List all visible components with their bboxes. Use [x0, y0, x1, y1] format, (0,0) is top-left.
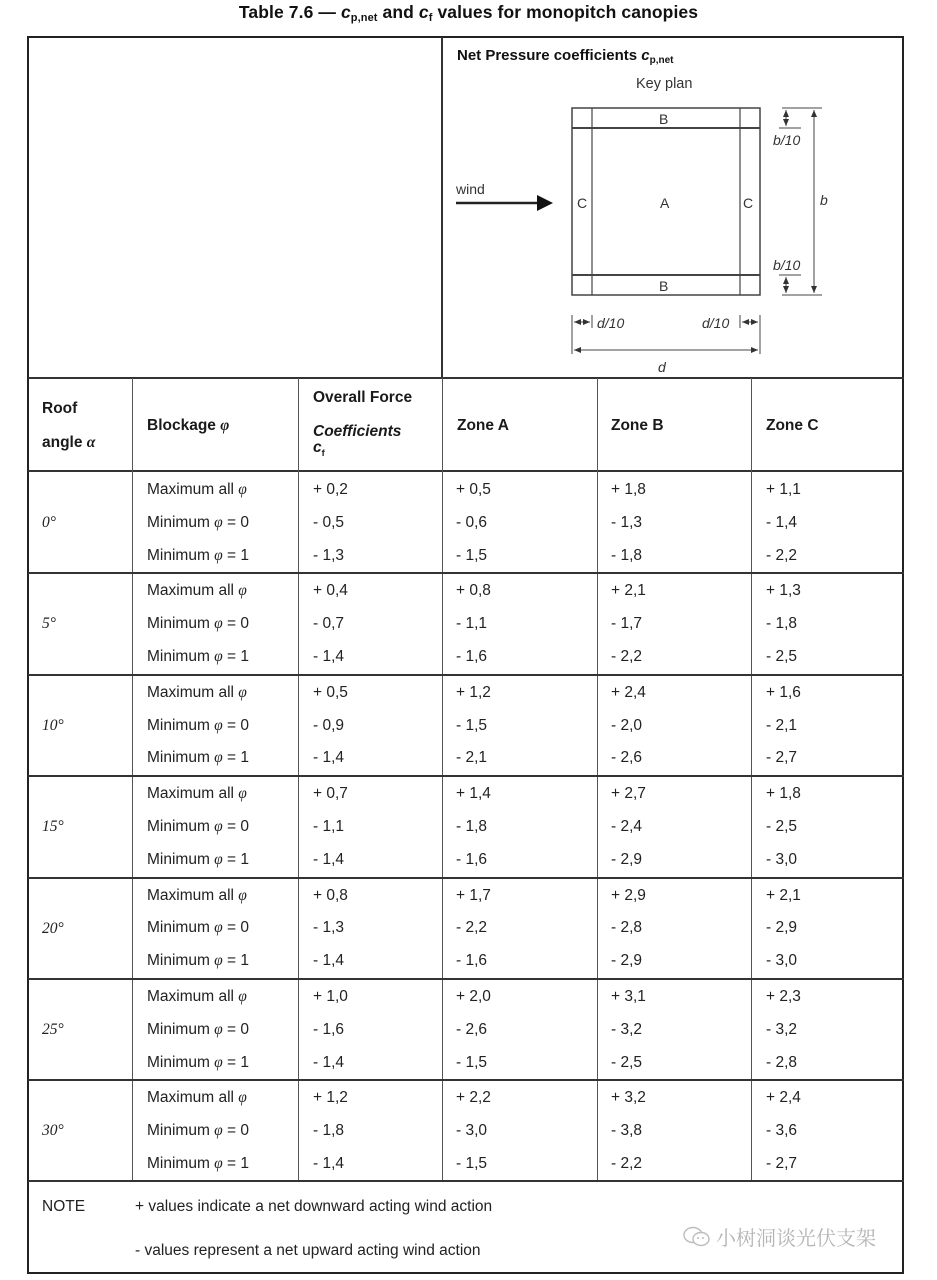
dim-b10-bottom: b/10 — [773, 257, 801, 273]
cf-value-cell: - 1,6 — [313, 1021, 345, 1038]
zone-a-value-cell: + 2,0 — [456, 988, 491, 1005]
blockage-cell: Maximum all φ — [147, 481, 247, 498]
zone-c-value-cell: - 3,6 — [766, 1122, 798, 1139]
zone-b-value-cell: - 3,2 — [611, 1021, 643, 1038]
blockage-cell: Minimum φ = 0 — [147, 1021, 250, 1038]
zone-c-value-cell: - 2,2 — [766, 547, 798, 564]
header-blockage: Blockage φ — [147, 417, 230, 434]
cf-value-cell: - 1,4 — [313, 851, 345, 868]
zone-c-value-cell: - 2,5 — [766, 648, 798, 665]
col-divider-1 — [132, 378, 133, 1180]
zone-b-value-cell: - 2,2 — [611, 648, 643, 665]
blockage-cell: Minimum φ = 0 — [147, 818, 250, 835]
zone-c-value-cell: - 2,8 — [766, 1054, 798, 1071]
zone-b-value-cell: - 1,8 — [611, 547, 643, 564]
cf-value-cell: + 0,5 — [313, 684, 348, 701]
zone-b-value-cell: - 2,4 — [611, 818, 643, 835]
zone-b-value-cell: + 2,1 — [611, 582, 646, 599]
blockage-cell: Minimum φ = 1 — [147, 1155, 250, 1172]
note-label: NOTE — [42, 1198, 86, 1215]
zone-a-value-cell: - 0,6 — [456, 514, 488, 531]
blockage-cell: Minimum φ = 0 — [147, 717, 250, 734]
col-divider-4 — [597, 378, 598, 1180]
dim-b10-top: b/10 — [773, 132, 801, 148]
roof-angle-cell: 20° — [42, 920, 64, 937]
zone-b-value-cell: - 1,3 — [611, 514, 643, 531]
key-plan-heading: Net Pressure coefficients $c_{p,net}$ — [457, 47, 674, 66]
zone-b-value-cell: - 1,7 — [611, 615, 643, 632]
zone-c-value-cell: + 2,4 — [766, 1089, 801, 1106]
cf-value-cell: - 1,3 — [313, 919, 345, 936]
zone-a-value-cell: + 0,5 — [456, 481, 491, 498]
cf-value-cell: - 1,4 — [313, 1054, 345, 1071]
zone-a-value-cell: - 2,1 — [456, 749, 488, 766]
blockage-cell: Maximum all φ — [147, 988, 247, 1005]
zone-c-value-cell: - 3,0 — [766, 851, 798, 868]
blockage-cell: Minimum φ = 1 — [147, 851, 250, 868]
zone-a-value-cell: - 1,5 — [456, 1155, 488, 1172]
dim-b: b — [820, 192, 828, 208]
row-group-divider — [28, 877, 904, 879]
roof-angle-cell: 10° — [42, 717, 64, 734]
cf-value-cell: + 0,8 — [313, 887, 348, 904]
blockage-cell: Minimum φ = 1 — [147, 1054, 250, 1071]
blockage-cell: Maximum all φ — [147, 684, 247, 701]
wechat-icon — [682, 1225, 712, 1249]
blockage-cell: Minimum φ = 0 — [147, 615, 250, 632]
key-plan-subtitle: Key plan — [636, 76, 693, 92]
header-roof-angle: Roof angle α — [42, 400, 96, 451]
zone-b-value-cell: - 2,2 — [611, 1155, 643, 1172]
zone-b-value-cell: + 1,8 — [611, 481, 646, 498]
zone-c-value-cell: + 1,6 — [766, 684, 801, 701]
row-group-divider — [28, 674, 904, 676]
note-line-negative: - values represent a net upward acting wind action — [135, 1242, 481, 1259]
zone-a-value-cell: + 2,2 — [456, 1089, 491, 1106]
header-overall-force: Overall Force Coefficients $c_f$ — [313, 389, 413, 459]
zone-b-top-label: B — [659, 111, 669, 127]
header-zone-a: Zone A — [457, 417, 509, 434]
zone-c-right-label: C — [743, 195, 754, 211]
roof-angle-cell: 0° — [42, 514, 56, 531]
zone-a-value-cell: - 2,2 — [456, 919, 488, 936]
zone-b-value-cell: + 3,2 — [611, 1089, 646, 1106]
zone-c-value-cell: + 2,1 — [766, 887, 801, 904]
zone-c-value-cell: - 1,4 — [766, 514, 798, 531]
zone-b-value-cell: - 2,5 — [611, 1054, 643, 1071]
cf-value-cell: - 0,5 — [313, 514, 345, 531]
zone-c-value-cell: + 1,1 — [766, 481, 801, 498]
zone-b-value-cell: - 2,8 — [611, 919, 643, 936]
blockage-cell: Minimum φ = 0 — [147, 919, 250, 936]
zone-b-bottom-label: B — [659, 278, 669, 294]
cf-value-cell: - 1,8 — [313, 1122, 345, 1139]
zone-a-value-cell: - 1,8 — [456, 818, 488, 835]
blockage-cell: Minimum φ = 1 — [147, 952, 250, 969]
zone-b-value-cell: - 2,0 — [611, 717, 643, 734]
zone-a-value-cell: + 1,2 — [456, 684, 491, 701]
zone-c-value-cell: - 2,1 — [766, 717, 798, 734]
cf-value-cell: + 0,7 — [313, 785, 348, 802]
zone-c-value-cell: - 1,8 — [766, 615, 798, 632]
cf-value-cell: - 1,4 — [313, 952, 345, 969]
zone-c-value-cell: - 2,7 — [766, 749, 798, 766]
zone-a-value-cell: - 1,5 — [456, 717, 488, 734]
blockage-cell: Maximum all φ — [147, 582, 247, 599]
table-title: Table 7.6 — $c_{p,net}$ and $c_f$ values for monopitch canopies — [238, 2, 699, 24]
header-zone-c: Zone C — [766, 417, 819, 434]
watermark — [682, 1222, 876, 1251]
zone-c-value-cell: - 2,5 — [766, 818, 798, 835]
zone-a-value-cell: - 1,6 — [456, 648, 488, 665]
dim-d10-right: d/10 — [702, 315, 730, 331]
zone-b-value-cell: + 2,9 — [611, 887, 646, 904]
blockage-cell: Minimum φ = 0 — [147, 514, 250, 531]
dim-d10-left: d/10 — [597, 315, 625, 331]
blockage-cell: Minimum φ = 0 — [147, 1122, 250, 1139]
cf-value-cell: + 0,4 — [313, 582, 348, 599]
zone-a-value-cell: + 0,8 — [456, 582, 491, 599]
col-divider-5 — [751, 378, 752, 1180]
wind-arrow-icon — [456, 195, 553, 211]
header-bottom-border — [28, 470, 904, 472]
blockage-cell: Maximum all φ — [147, 1089, 247, 1106]
col-divider-2 — [298, 378, 299, 1180]
note-top-border — [28, 1180, 904, 1182]
zone-a-value-cell: - 3,0 — [456, 1122, 488, 1139]
key-plan-diagram — [440, 90, 900, 380]
zone-c-value-cell: - 2,7 — [766, 1155, 798, 1172]
blockage-cell: Minimum φ = 1 — [147, 749, 250, 766]
cf-value-cell: + 0,2 — [313, 481, 348, 498]
dim-d: d — [658, 359, 666, 375]
zone-b-value-cell: + 2,4 — [611, 684, 646, 701]
zone-c-value-cell: - 3,0 — [766, 952, 798, 969]
zone-a-value-cell: - 1,5 — [456, 547, 488, 564]
zone-c-value-cell: + 1,8 — [766, 785, 801, 802]
watermark-text: 小树洞谈光伏支架 — [716, 1226, 876, 1250]
roof-angle-cell: 30° — [42, 1122, 64, 1139]
roof-angle-cell: 15° — [42, 818, 64, 835]
zone-c-value-cell: - 3,2 — [766, 1021, 798, 1038]
blockage-cell: Maximum all φ — [147, 785, 247, 802]
row-group-divider — [28, 775, 904, 777]
zone-c-left-label: C — [577, 195, 588, 211]
zone-b-value-cell: - 2,9 — [611, 952, 643, 969]
cf-value-cell: - 1,4 — [313, 648, 345, 665]
cf-value-cell: - 1,4 — [313, 1155, 345, 1172]
cf-value-cell: + 1,2 — [313, 1089, 348, 1106]
cf-value-cell: - 1,4 — [313, 749, 345, 766]
roof-angle-cell: 25° — [42, 1021, 64, 1038]
cf-value-cell: - 1,3 — [313, 547, 345, 564]
zone-a-value-cell: + 1,7 — [456, 887, 491, 904]
zone-b-value-cell: + 2,7 — [611, 785, 646, 802]
cf-value-cell: - 0,9 — [313, 717, 345, 734]
zone-c-value-cell: - 2,9 — [766, 919, 798, 936]
row-group-divider — [28, 978, 904, 980]
zone-a-label: A — [660, 195, 670, 211]
blockage-cell: Minimum φ = 1 — [147, 648, 250, 665]
zone-b-value-cell: + 3,1 — [611, 988, 646, 1005]
col-divider-3 — [442, 378, 443, 1180]
zone-c-value-cell: + 1,3 — [766, 582, 801, 599]
zone-c-value-cell: + 2,3 — [766, 988, 801, 1005]
wind-label: wind — [456, 181, 485, 197]
roof-angle-cell: 5° — [42, 615, 56, 632]
zone-a-value-cell: - 1,6 — [456, 851, 488, 868]
zone-a-value-cell: - 1,1 — [456, 615, 488, 632]
cf-value-cell: - 1,1 — [313, 818, 345, 835]
zone-b-value-cell: - 2,9 — [611, 851, 643, 868]
zone-a-value-cell: - 1,5 — [456, 1054, 488, 1071]
header-zone-b: Zone B — [611, 417, 664, 434]
zone-b-value-cell: - 3,8 — [611, 1122, 643, 1139]
zone-a-value-cell: - 1,6 — [456, 952, 488, 969]
zone-a-value-cell: - 2,6 — [456, 1021, 488, 1038]
blockage-cell: Minimum φ = 1 — [147, 547, 250, 564]
row-group-divider — [28, 572, 904, 574]
zone-b-value-cell: - 2,6 — [611, 749, 643, 766]
blockage-cell: Maximum all φ — [147, 887, 247, 904]
cf-value-cell: - 0,7 — [313, 615, 345, 632]
cf-value-cell: + 1,0 — [313, 988, 348, 1005]
row-group-divider — [28, 1079, 904, 1081]
zone-a-value-cell: + 1,4 — [456, 785, 491, 802]
note-line-positive: + values indicate a net downward acting wind action — [135, 1198, 493, 1215]
